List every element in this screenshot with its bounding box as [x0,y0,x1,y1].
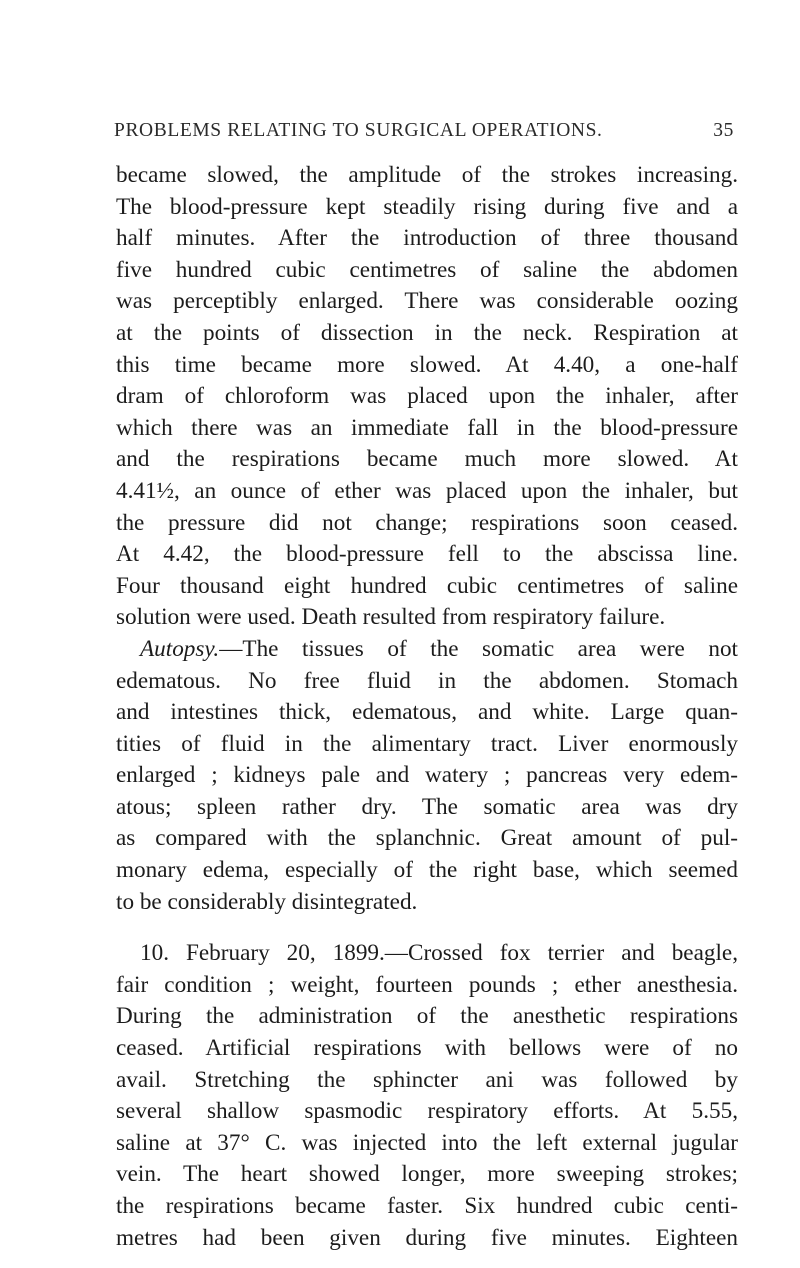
text-line: 10. February 20, 1899.—Crossed fox terrier and beagle, [140,940,738,967]
text-line: the respirations became faster. Six hundred cubic centi- [116,1193,738,1219]
text-line: saline at 37° C. was injected into the left external jugular [116,1129,738,1156]
text-line: and the respirations became much more slowed. At [116,446,738,473]
text-line: this time became more slowed. At 4.40, a one-half [116,351,738,378]
paragraph-spacer [116,918,738,938]
text-line: several shallow spasmodic respiratory efforts. At 5.55, [116,1098,738,1125]
text-line: metres had been given during five minutes. Eighteen [116,1224,738,1251]
text-line: the pressure did not change; respirations soon ceased. [116,509,738,536]
text-line: Four thousand eight hundred cubic centimetres of saline [116,572,738,599]
text-line: five hundred cubic centimetres of saline the abdomen [116,256,738,283]
text-line: which there was an immediate fall in the blood-pressure [116,414,738,441]
body-text [116,160,738,1254]
text-line: ceased. Artificial respirations with bellows were of no [116,1035,738,1062]
autopsy-heading: Autopsy. [140,635,220,662]
case-10-paragraph [116,938,738,1254]
running-head-title: PROBLEMS RELATING TO SURGICAL OPERATIONS. [114,120,603,141]
text-line: fair condition ; weight, fourteen pounds ; ether anesthesia. [116,971,738,998]
text-line: at the points of dissection in the neck. Respiration at [116,319,738,346]
text-line: was perceptibly enlarged. There was considerable oozing [116,288,738,315]
page-number: 35 [713,120,734,141]
text-line: 4.41½, an ounce of ether was placed upon the inhaler, but [116,477,738,504]
autopsy-paragraph [116,634,738,918]
text-line: avail. Stretching the sphincter ani was followed by [116,1066,738,1093]
text-line: edematous. No free fluid in the abdomen. Stomach [116,667,738,694]
text-line: enlarged ; kidneys pale and watery ; pancreas very edem- [116,762,738,789]
text-line: half minutes. After the introduction of three thousand [116,225,738,252]
text-line: During the administration of the anesthetic respirations [116,1003,738,1030]
text-line: as compared with the splanchnic. Great amount of pul- [116,825,738,852]
running-head [114,120,734,144]
text-line: dram of chloroform was placed upon the inhaler, after [116,383,738,410]
text-line: solution were used. Death resulted from respiratory failure. [116,604,666,631]
text-line: At 4.42, the blood-pressure fell to the abscissa line. [116,541,738,568]
text-line: to be considerably disintegrated. [116,888,418,915]
text-line: tities of fluid in the alimentary tract. Liver enormously [116,730,738,757]
text-line: became slowed, the amplitude of the strokes increasing. [116,162,738,188]
text-line: monary edema, especially of the right base, which seemed [116,857,738,884]
paragraph-continuation [116,160,738,634]
text-line: atous; spleen rather dry. The somatic area was dry [116,793,738,820]
text-line: and intestines thick, edematous, and white. Large quan- [116,699,738,726]
autopsy-first-line-text: —The tissues of the somatic area were not [219,635,738,662]
text-line [116,634,738,666]
text-line: The blood-pressure kept steadily rising during five and a [116,193,738,220]
text-line: vein. The heart showed longer, more sweeping strokes; [116,1161,738,1188]
